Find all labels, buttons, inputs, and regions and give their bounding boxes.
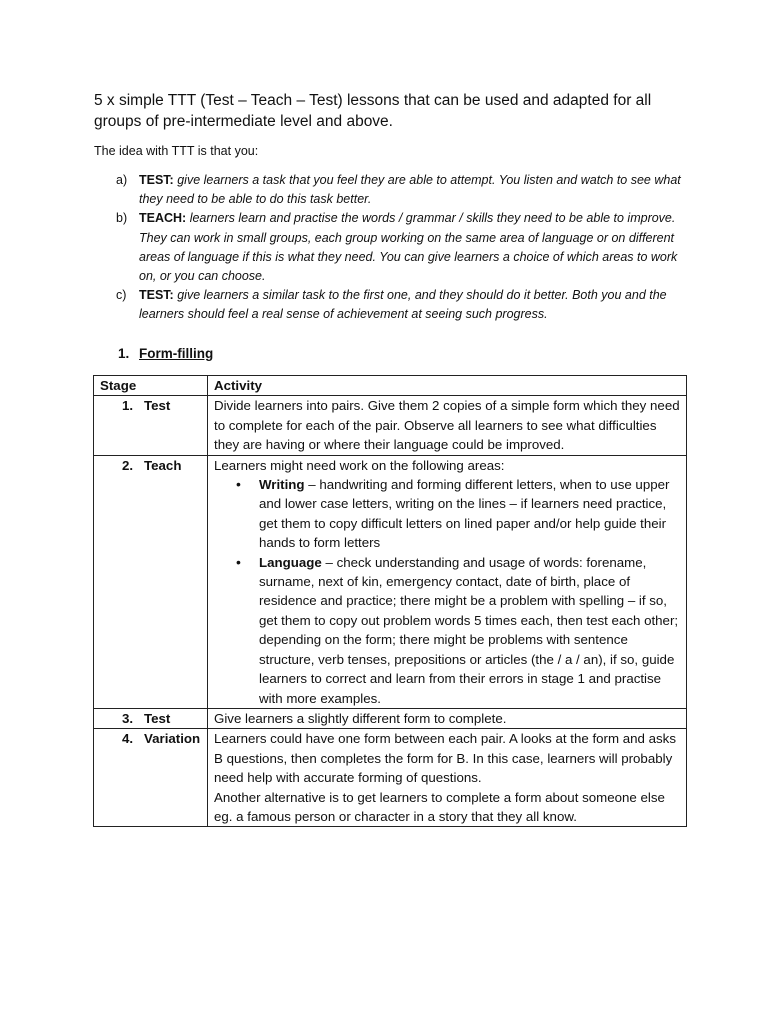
step-item-test <box>94 171 684 209</box>
document-title: 5 x simple TTT (Test – Teach – Test) lessons that can be used and adapted for all groups of pre-intermediate level and above. <box>94 92 652 130</box>
bullet-item-language <box>214 553 682 708</box>
bullet-item-writing <box>214 475 682 553</box>
activity-text: Learners could have one form between each pair. A looks at the form and asks B questions, then completes the form for B. In this case, learners will probably need help with accurate forming of questions. <box>214 731 676 786</box>
step-text: learners learn and practise the words / grammar / skills they need to be able to improve. They can work in small groups, each group working on the same area of language or on different areas of language if this is what they need. You can give learners a choice of which areas to work on, or you can choose. <box>139 211 678 284</box>
stage-label: Test <box>144 398 171 414</box>
activity-intro: Learners might need work on the following areas: <box>214 457 505 473</box>
step-marker: a) <box>116 173 128 187</box>
activity-cell <box>208 455 687 708</box>
section-label: Form-filling <box>139 346 214 361</box>
step-item-retest <box>94 286 684 324</box>
step-text: give learners a task that you feel they are able to attempt. You listen and watch to see what they need to be able to do this task better. <box>139 173 681 207</box>
activity-cell: Give learners a slightly different form to complete. <box>208 708 687 728</box>
header-stage: Stage <box>94 376 208 396</box>
stage-cell <box>94 708 208 728</box>
step-lead: TEACH: <box>139 211 187 226</box>
bullet-text: – check understanding and usage of words: forename, surname, next of kin, emergency contact, date of birth, place of residence and practice; there might be a problem with spelling – if so, get them to copy out problem words 5 times each, then test each other; depending on the form; there might be problems with sentence structure, verb tenses, prepositions or articles (the / a / an), if so, guide learners to correct and learn from their errors in stage 1 and practise with more examples. <box>259 554 679 706</box>
activity-table <box>93 375 687 827</box>
step-lead: TEST: <box>139 173 174 187</box>
section-heading <box>118 344 213 364</box>
activity-bullet-list <box>214 475 682 708</box>
stage-number: 3. <box>122 710 134 726</box>
intro-text: The idea with TTT is that you: <box>94 144 259 158</box>
step-item-teach <box>94 209 684 286</box>
table-row <box>94 396 687 455</box>
step-text: give learners a similar task to the first one, and they should do it better. Both you and the learners should feel a real sense of achievement at seeing such progress. <box>139 288 667 322</box>
stage-cell <box>94 396 208 455</box>
activity-cell <box>208 729 687 827</box>
table-row <box>94 708 687 728</box>
ttt-steps-list <box>94 171 684 325</box>
step-lead: TEST: <box>139 288 174 303</box>
table-header-row <box>94 376 687 396</box>
stage-number: 2. <box>122 457 134 473</box>
stage-label: Test <box>144 710 171 726</box>
stage-label: Teach <box>144 457 182 473</box>
header-activity: Activity <box>208 376 687 396</box>
step-marker: b) <box>116 211 128 226</box>
bullet-term: Language <box>259 554 322 570</box>
table-row <box>94 729 687 827</box>
step-marker: c) <box>116 288 127 303</box>
activity-cell: Divide learners into pairs. Give them 2 copies of a simple form which they need to complete for each of the pair. Observe all learners to see what difficulties they are having or where their language could be improved. <box>208 396 687 455</box>
stage-cell <box>94 455 208 708</box>
stage-cell <box>94 729 208 827</box>
stage-number: 1. <box>122 398 134 414</box>
section-number: 1. <box>118 346 130 361</box>
table-row <box>94 455 687 708</box>
activity-extra-text: Another alternative is to get learners to complete a form about someone else eg. a famous person or character in a story that they all know. <box>214 789 665 824</box>
stage-number: 4. <box>122 731 134 747</box>
bullet-text: – handwriting and forming different letters, when to use upper and lower case letters, writing on the lines – if learners need practice, get them to copy difficult letters on lined paper and/or help guide their hands to form letters <box>259 477 670 551</box>
bullet-term: Writing <box>259 477 305 493</box>
stage-label: Variation <box>144 731 201 747</box>
